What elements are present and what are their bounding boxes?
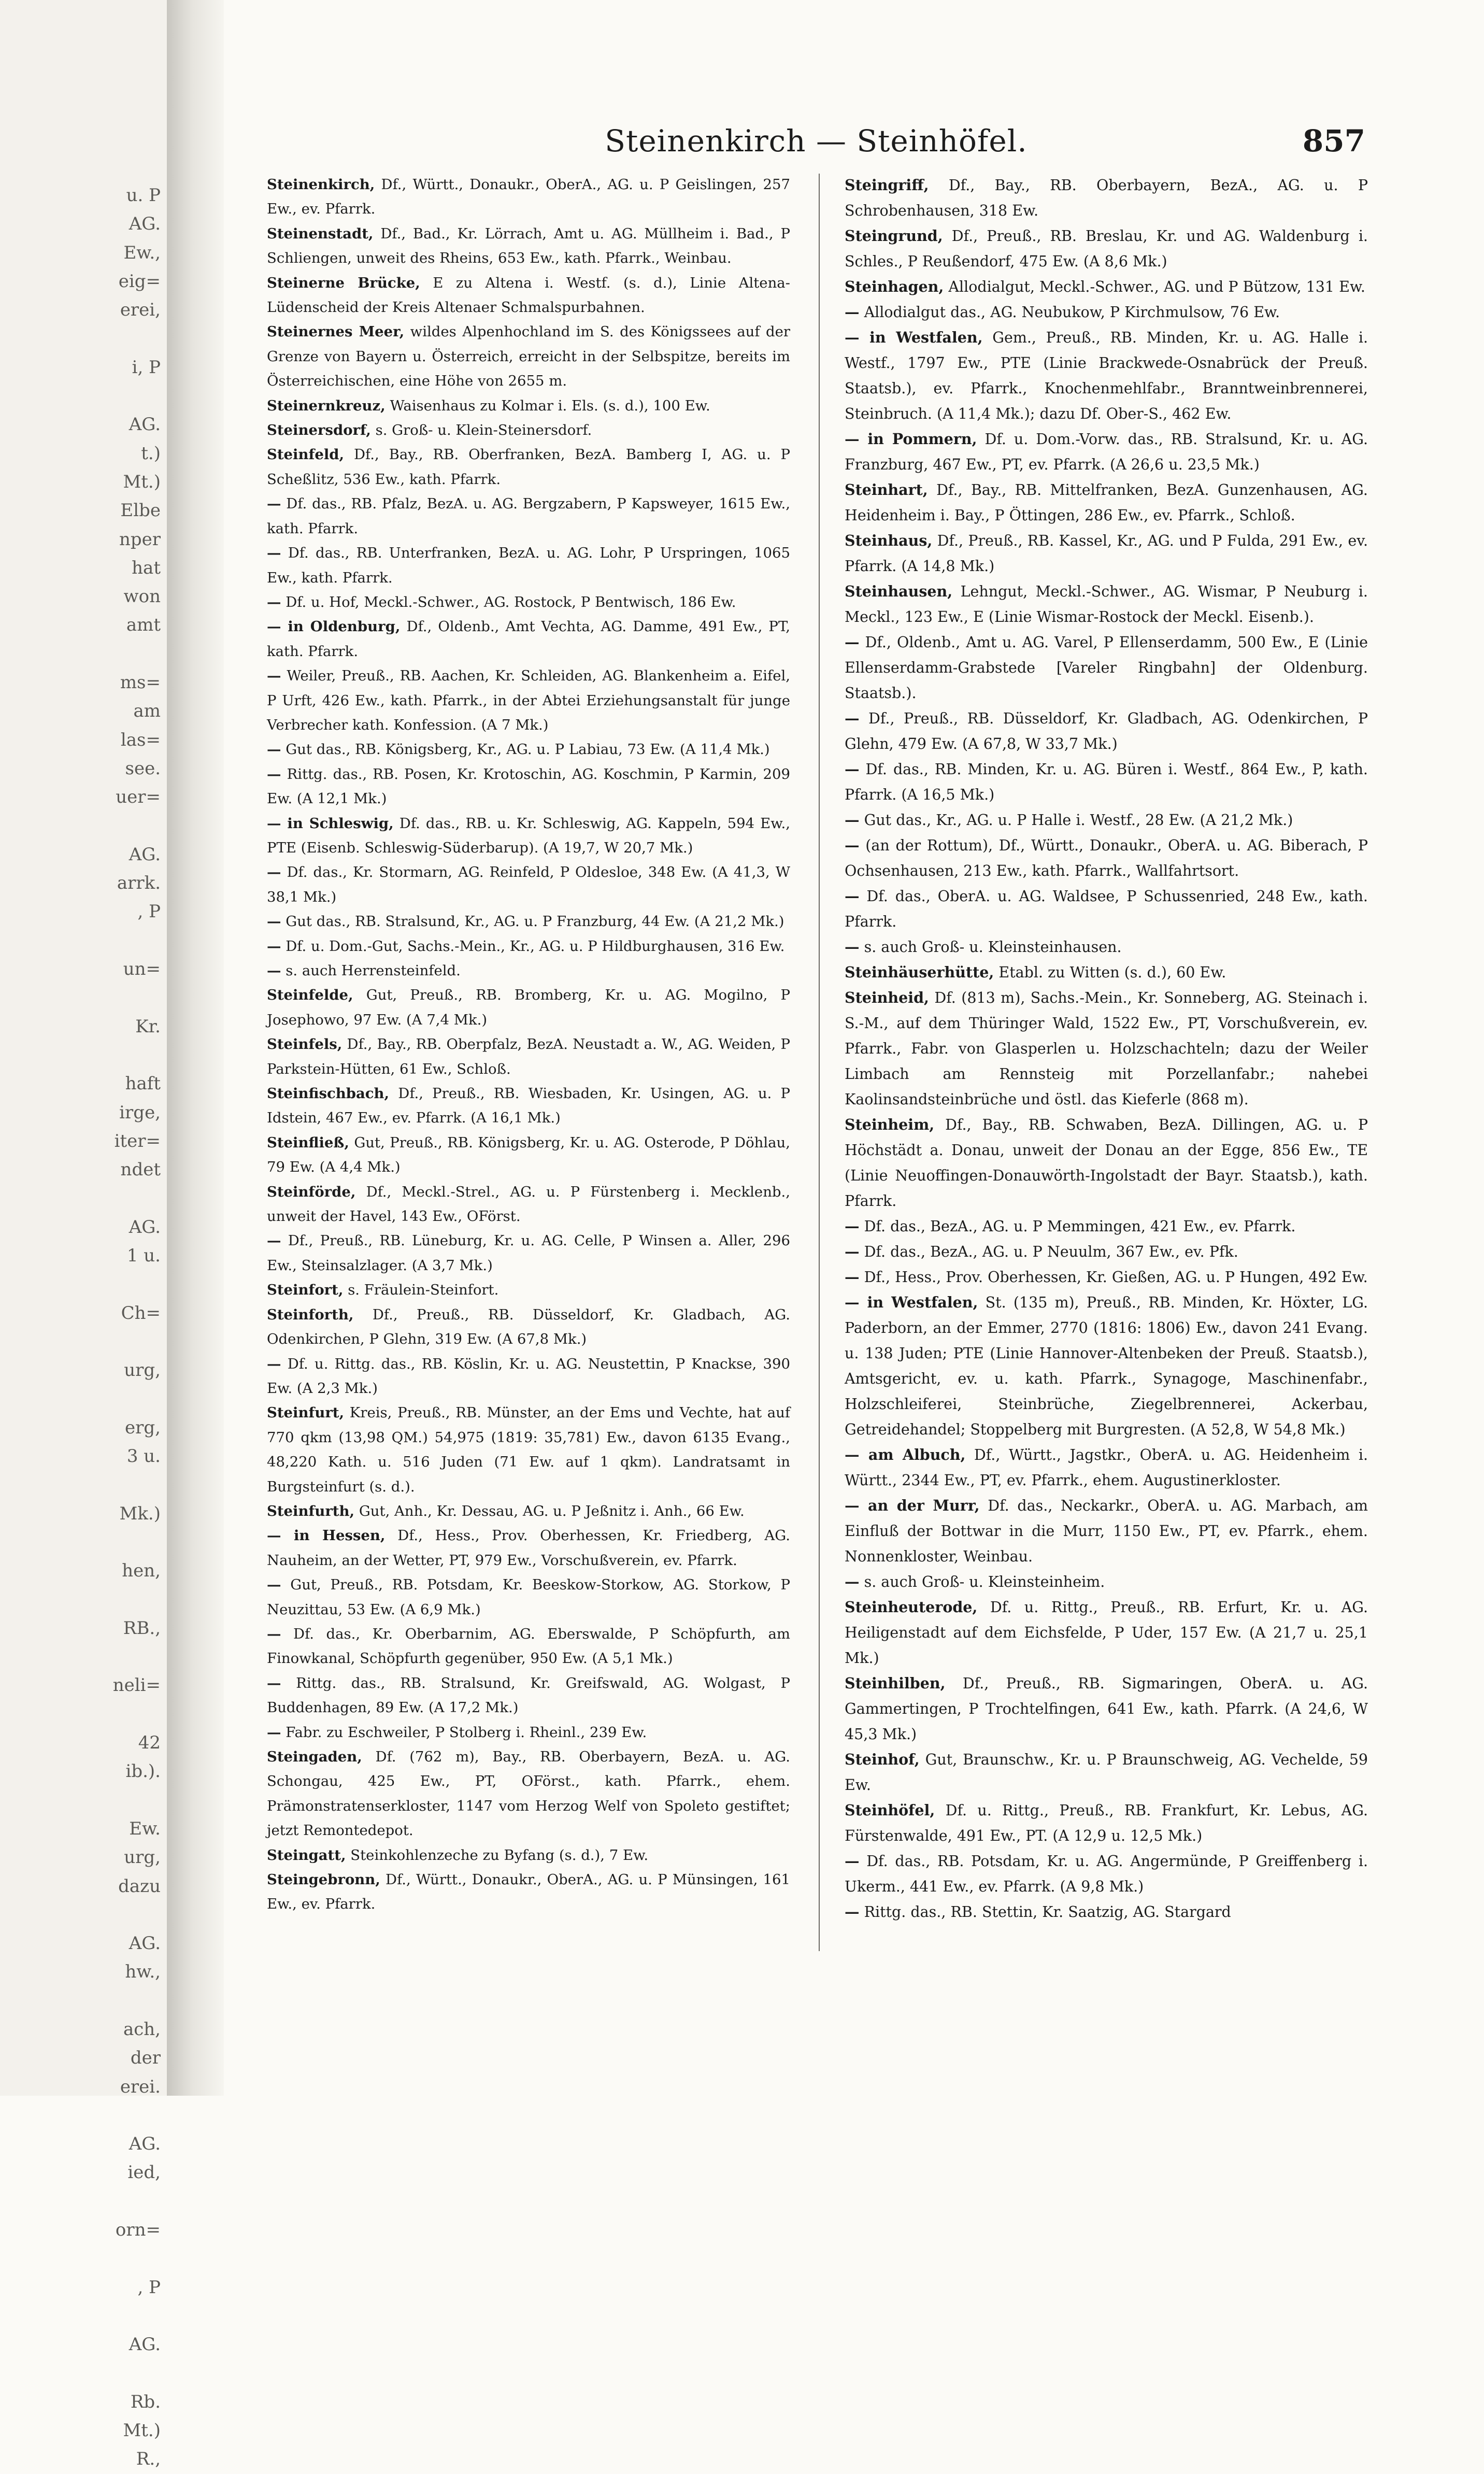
margin-fragment: hen, bbox=[122, 1560, 161, 1582]
margin-fragment: Elbe bbox=[120, 500, 161, 521]
dictionary-entry bbox=[267, 1032, 790, 1082]
margin-fragment: arrk. bbox=[117, 873, 161, 894]
entry-text: Df. das., BezA., AG. u. P Neuulm, 367 Ew., ev. Pfk. bbox=[864, 1243, 1238, 1260]
margin-fragment: , P bbox=[137, 2277, 161, 2298]
dictionary-entry bbox=[845, 1493, 1368, 1569]
dictionary-entry bbox=[845, 528, 1368, 579]
entry-headword: Steinersdorf, bbox=[267, 422, 371, 439]
entry-text: Df., Oldenb., Amt Vechta, AG. Damme, 491 Ew., PT, kath. Pfarrk. bbox=[267, 618, 790, 660]
margin-fragment: hat bbox=[132, 557, 161, 578]
dictionary-entry bbox=[267, 418, 790, 443]
entry-text: Gut, Preuß., RB. Königsberg, Kr. u. AG. Osterode, P Döhlau, 79 Ew. (A 4,4 Mk.) bbox=[267, 1134, 790, 1176]
entry-text: Kreis, Preuß., RB. Münster, an der Ems und Vechte, hat auf 770 qkm (13,98 QM.) 54,975 (1819: 35,781) Ew., davon 6135 Evang., 48,220 Kath. u. 516 Juden (71 Ew. auf 1 qkm). Landratsamt in Burgsteinfurt (s. d.). bbox=[267, 1404, 790, 1495]
margin-fragment: amt bbox=[126, 615, 161, 636]
margin-fragment bbox=[78, 1586, 161, 1614]
entry-headword: Steinfließ, bbox=[267, 1134, 349, 1151]
entry-text: Gut, Braunschw., Kr. u. P Braunschweig, AG. Vechelde, 59 Ew. bbox=[845, 1751, 1368, 1794]
margin-fragment bbox=[78, 1643, 161, 1671]
entry-headword: — bbox=[267, 741, 281, 758]
dictionary-entry bbox=[845, 1569, 1368, 1595]
entry-text: Df., Bay., RB. Oberfranken, BezA. Bamberg I, AG. u. P Scheßlitz, 536 Ew., kath. Pfarrk. bbox=[267, 446, 790, 488]
entry-headword: — an der Murr, bbox=[845, 1497, 980, 1514]
margin-fragment bbox=[78, 1385, 161, 1413]
entry-text: Weiler, Preuß., RB. Aachen, Kr. Schleiden, AG. Blankenheim a. Eifel, P Urft, 426 Ew., kath. Pfarrk., in der Abtei Erziehungsanstalt für junge Verbrecher kath. Konfession. (A 7 Mk.) bbox=[267, 667, 790, 733]
margin-fragment bbox=[78, 1270, 161, 1299]
running-title: Steinenkirch — Steinhöfel. bbox=[605, 123, 1028, 159]
entry-headword: Steinhaus, bbox=[845, 532, 933, 549]
entry-text: Df. das., RB. Unterfranken, BezA. u. AG. Lohr, P Urspringen, 1065 Ew., kath. Pfarrk. bbox=[267, 545, 790, 586]
entry-headword: Steinfeld, bbox=[267, 446, 345, 463]
entry-text: Df. das., OberA. u. AG. Waldsee, P Schussenried, 248 Ew., kath. Pfarrk. bbox=[845, 888, 1368, 930]
entry-headword: Steinfurt, bbox=[267, 1404, 345, 1421]
margin-fragment: won bbox=[123, 586, 161, 607]
margin-fragment: AG. bbox=[129, 1933, 161, 1954]
margin-fragment: nper bbox=[119, 529, 161, 550]
dictionary-entry bbox=[267, 1082, 790, 1131]
margin-fragment: ach, bbox=[123, 2019, 161, 2040]
entry-headword: — bbox=[267, 593, 281, 610]
entry-headword: — bbox=[267, 495, 281, 513]
margin-fragment bbox=[78, 2244, 161, 2273]
dictionary-entry bbox=[845, 1214, 1368, 1239]
entry-text: Df. das., RB. Minden, Kr. u. AG. Büren i. Westf., 864 Ew., P, kath. Pfarrk. (A 16,5 Mk.) bbox=[845, 761, 1368, 803]
margin-fragment bbox=[78, 2359, 161, 2388]
entry-text: Rittg. das., RB. Posen, Kr. Krotoschin, AG. Koschmin, P Karmin, 209 Ew. (A 12,1 Mk.) bbox=[267, 765, 790, 807]
dictionary-entry bbox=[267, 1573, 790, 1622]
entry-text: s. auch Herrensteinfeld. bbox=[286, 962, 461, 979]
entry-headword: — bbox=[845, 811, 860, 829]
dictionary-entry bbox=[845, 1290, 1368, 1442]
entry-headword: — bbox=[845, 709, 860, 727]
dictionary-entry bbox=[267, 271, 790, 320]
margin-fragment bbox=[78, 640, 161, 669]
entry-text: Rittg. das., RB. Stralsund, Kr. Greifswald, AG. Wolgast, P Buddenhagen, 89 Ew. (A 17,2 Mk.) bbox=[267, 1674, 790, 1716]
entry-text: Df., Oldenb., Amt u. AG. Varel, P Ellenserdamm, 500 Ew., E (Linie Ellenserdamm-Grabstede [Vareler Ringbahn] der Oldenburg. Staatsb.). bbox=[845, 634, 1368, 702]
margin-fragment: un= bbox=[123, 959, 161, 980]
dictionary-entry bbox=[845, 985, 1368, 1112]
dictionary-entry bbox=[845, 223, 1368, 274]
dictionary-entry bbox=[267, 443, 790, 492]
entry-headword: — bbox=[267, 1355, 281, 1372]
entry-text: Waisenhaus zu Kolmar i. Els. (s. d.), 100 Ew. bbox=[390, 397, 710, 414]
entry-text: Df. das., Kr. Stormarn, AG. Reinfeld, P Oldesloe, 348 Ew. (A 41,3, W 38,1 Mk.) bbox=[267, 864, 790, 905]
entry-text: Gut das., Kr., AG. u. P Halle i. Westf., 28 Ew. (A 21,2 Mk.) bbox=[864, 812, 1293, 829]
dictionary-entry bbox=[267, 1622, 790, 1671]
margin-fragment: u. P bbox=[126, 185, 161, 206]
entry-text: Df., Bay., RB. Oberpfalz, BezA. Neustadt a. W., AG. Weiden, P Parkstein-Hütten, 61 Ew., Schloß. bbox=[267, 1036, 790, 1077]
entry-headword: Steinheim, bbox=[845, 1116, 935, 1133]
entry-text: Df., Preuß., RB. Lüneburg, Kr. u. AG. Celle, P Winsen a. Aller, 296 Ew., Steinsalzlager. (A 3,7 Mk.) bbox=[267, 1232, 790, 1274]
entry-text: Df., Württ., Donaukr., OberA., AG. u. P Geislingen, 257 Ew., ev. Pfarrk. bbox=[267, 176, 790, 218]
dictionary-entry bbox=[267, 1671, 790, 1721]
entry-headword: — in Schleswig, bbox=[267, 815, 394, 832]
dictionary-entry bbox=[267, 320, 790, 393]
entry-text: Df., Bay., RB. Schwaben, BezA. Dillingen, AG. u. P Höchstädt a. Donau, unweit der Donau an der Egge, 856 Ew., TE (Linie Neuoffingen-Donauwörth-Ingolstadt der Bayr. Staatsb.), kath. Pfarrk. bbox=[845, 1116, 1368, 1210]
entry-headword: Steinhöfel, bbox=[845, 1801, 935, 1819]
book-gutter bbox=[167, 0, 224, 2096]
entry-text: Df., Preuß., RB. Kassel, Kr., AG. und P Fulda, 291 Ew., ev. Pfarrk. (A 14,8 Mk.) bbox=[845, 532, 1368, 575]
entry-headword: Steinhart, bbox=[845, 481, 928, 499]
margin-fragment: urg, bbox=[124, 1360, 161, 1381]
entry-text: Df., Bay., RB. Oberbayern, BezA., AG. u. P Schrobenhausen, 318 Ew. bbox=[845, 177, 1368, 219]
entry-text: Df. das., Neckarkr., OberA. u. AG. Marbach, am Einfluß der Bottwar in die Murr, 1150 Ew., PT, ev. Pfarrk., ehem. Nonnenkloster, Weinbau. bbox=[845, 1497, 1368, 1565]
entry-text: Df. (813 m), Sachs.-Mein., Kr. Sonneberg, AG. Steinach i. S.-M., auf dem Thüringer Wald, 1522 Ew., PT, Vorschußverein, ev. Pfarrk., Fabr. von Glasperlen u. Holzschachteln; dazu der Weiler Limbach am Rennsteig mit Porzellanfabr.; nahebei Kaolinsandsteinbrüche und östl. das Kieferle (868 m). bbox=[845, 989, 1368, 1108]
entry-headword: Steinfort, bbox=[267, 1282, 344, 1299]
entry-text: s. auch Groß- u. Kleinsteinheim. bbox=[864, 1573, 1105, 1590]
dictionary-entry bbox=[845, 173, 1368, 223]
entry-text: Gut, Preuß., RB. Bromberg, Kr. u. AG. Mogilno, P Josephowo, 97 Ew. (A 7,4 Mk.) bbox=[267, 987, 790, 1028]
page-number: 857 bbox=[1302, 123, 1365, 159]
dictionary-entry bbox=[267, 590, 790, 615]
margin-fragment bbox=[78, 1471, 161, 1499]
entry-headword: — bbox=[845, 1243, 860, 1260]
entry-headword: Steingrund, bbox=[845, 227, 943, 245]
entry-text: Allodialgut das., AG. Neubukow, P Kirchmulsow, 76 Ew. bbox=[864, 304, 1280, 321]
entry-headword: — in Oldenburg, bbox=[267, 618, 401, 635]
entry-text: E zu Altena i. Westf. (s. d.), Linie Altena-Lüdenscheid der Kreis Altenaer Schmalspurbahnen. bbox=[267, 274, 790, 316]
dictionary-entry bbox=[845, 1239, 1368, 1264]
margin-fragment: AG. bbox=[129, 214, 161, 235]
dictionary-entry bbox=[267, 934, 790, 959]
left-column bbox=[267, 173, 790, 1917]
dictionary-entry bbox=[267, 1745, 790, 1843]
entry-headword: — bbox=[267, 1576, 281, 1594]
dictionary-entry bbox=[267, 541, 790, 590]
dictionary-entry bbox=[845, 1798, 1368, 1849]
margin-fragment: iter= bbox=[114, 1130, 161, 1151]
entry-text: Gut das., RB. Königsberg, Kr., AG. u. P Labiau, 73 Ew. (A 11,4 Mk.) bbox=[286, 741, 770, 758]
entry-headword: — bbox=[267, 765, 281, 783]
margin-fragment: Mk.) bbox=[119, 1503, 161, 1524]
entry-headword: — am Albuch, bbox=[845, 1446, 966, 1463]
entry-headword: Steinhagen, bbox=[845, 278, 944, 295]
entry-text: Df., Württ., Jagstkr., OberA. u. AG. Heidenheim i. Württ., 2344 Ew., PT, ev. Pfarrk., ehem. Augustinerkloster. bbox=[845, 1446, 1368, 1489]
entry-text: Gut, Preuß., RB. Potsdam, Kr. Beeskow-Storkow, AG. Storkow, P Neuzittau, 53 Ew. (A 6,9 Mk.) bbox=[267, 1576, 790, 1618]
entry-text: Df. das., BezA., AG. u. P Memmingen, 421 Ew., ev. Pfarrk. bbox=[864, 1218, 1296, 1235]
margin-fragment: AG. bbox=[129, 844, 161, 865]
entry-text: Df., Preuß., RB. Düsseldorf, Kr. Gladbach, AG. Odenkirchen, P Glehn, 479 Ew. (A 67,8, W 33,7 Mk.) bbox=[845, 710, 1368, 752]
margin-fragment: urg, bbox=[124, 1847, 161, 1868]
entry-headword: — bbox=[267, 1625, 281, 1642]
dictionary-entry bbox=[845, 274, 1368, 300]
margin-fragment bbox=[78, 1901, 161, 1929]
dictionary-entry bbox=[845, 1849, 1368, 1899]
margin-fragment: AG. bbox=[129, 2334, 161, 2355]
margin-fragment: erei, bbox=[120, 300, 161, 321]
margin-fragment: uer= bbox=[116, 787, 161, 808]
entry-headword: Steinförde, bbox=[267, 1183, 356, 1200]
margin-fragment: Kr. bbox=[135, 1016, 161, 1037]
entry-text: Etabl. zu Witten (s. d.), 60 Ew. bbox=[998, 964, 1226, 981]
margin-fragment: am bbox=[133, 701, 161, 722]
dictionary-entry bbox=[267, 762, 790, 812]
entry-headword: — bbox=[267, 1724, 281, 1741]
margin-fragment: eig= bbox=[118, 271, 161, 292]
dictionary-entry bbox=[267, 860, 790, 909]
margin-fragment bbox=[78, 812, 161, 841]
margin-fragment: orn= bbox=[115, 2220, 161, 2241]
margin-fragment: RB., bbox=[123, 1617, 161, 1639]
entry-headword: — in Westfalen, bbox=[845, 1293, 978, 1311]
margin-fragment: AG. bbox=[129, 414, 161, 435]
entry-headword: — bbox=[845, 1217, 860, 1235]
entry-headword: Steinerne Brücke, bbox=[267, 274, 420, 291]
dictionary-entry bbox=[845, 960, 1368, 985]
dictionary-entry bbox=[267, 664, 790, 737]
entry-headword: — bbox=[845, 836, 860, 854]
entry-text: Df., Preuß., RB. Wiesbaden, Kr. Usingen, AG. u. P Idstein, 467 Ew., ev. Pfarrk. (A 16,1 Mk.) bbox=[267, 1085, 790, 1127]
dictionary-entry bbox=[267, 1499, 790, 1524]
dictionary-entry bbox=[845, 884, 1368, 934]
entry-text: Df., Württ., Donaukr., OberA., AG. u. P Münsingen, 161 Ew., ev. Pfarrk. bbox=[267, 1871, 790, 1913]
entry-text: Df. u. Hof, Meckl.-Schwer., AG. Rostock, P Bentwisch, 186 Ew. bbox=[286, 593, 736, 610]
entry-text: Df. das., Kr. Oberbarnim, AG. Eberswalde, P Schöpfurth, am Finowkanal, Schöpfurth gegenüber, 950 Ew. (A 5,1 Mk.) bbox=[267, 1625, 790, 1667]
dictionary-entry bbox=[845, 477, 1368, 528]
margin-fragment bbox=[78, 1786, 161, 1815]
dictionary-entry bbox=[845, 426, 1368, 477]
margin-fragment: erg, bbox=[125, 1417, 161, 1438]
dictionary-entry bbox=[845, 1112, 1368, 1214]
entry-text: Df., Hess., Prov. Oberhessen, Kr. Friedberg, AG. Nauheim, an der Wetter, PT, 979 Ew., Vorschußverein, ev. Pfarrk. bbox=[267, 1527, 790, 1569]
entry-text: (an der Rottum), Df., Württ., Donaukr., OberA. u. AG. Biberach, P Ochsenhausen, 213 Ew., kath. Pfarrk., Wallfahrtsort. bbox=[845, 837, 1368, 879]
entry-text: Df., Meckl.-Strel., AG. u. P Fürstenberg i. Mecklenb., unweit der Havel, 143 Ew., OFörst. bbox=[267, 1183, 790, 1225]
dictionary-entry bbox=[267, 173, 790, 222]
entry-text: Df., Preuß., RB. Sigmaringen, OberA. u. AG. Gammertingen, P Trochtelfingen, 641 Ew., kath. Pfarrk. (A 24,6, W 45,3 Mk.) bbox=[845, 1675, 1368, 1743]
entry-text: Df., Preuß., RB. Breslau, Kr. und AG. Waldenburg i. Schles., P Reußendorf, 475 Ew. (A 8,6 Mk.) bbox=[845, 228, 1368, 270]
entry-text: Steinkohlenzeche zu Byfang (s. d.), 7 Ew. bbox=[350, 1846, 649, 1864]
dictionary-entry bbox=[267, 737, 790, 762]
entry-text: Df. u. Dom.-Vorw. das., RB. Stralsund, Kr. u. AG. Franzburg, 467 Ew., PT, ev. Pfarrk. (A 26,6 u. 23,5 Mk.) bbox=[845, 431, 1368, 473]
entry-headword: — bbox=[267, 667, 281, 685]
dictionary-entry bbox=[267, 1843, 790, 1868]
margin-fragment bbox=[78, 2302, 161, 2330]
dictionary-entry bbox=[845, 1264, 1368, 1290]
entry-headword: — bbox=[267, 864, 281, 881]
entry-headword: — bbox=[267, 1674, 281, 1691]
entry-text: St. (135 m), Preuß., RB. Minden, Kr. Höxter, LG. Paderborn, an der Emmer, 2770 (1816: 1806) Ew., davon 241 Evang. u. 138 Juden; PTE (Linie Hannover-Altenbeken der Preuß. Staatsb.), Amtsgericht, ev. u. kath. Pfarrk., Synagoge, Maschinenfabr., Holzschleiferei, Steinbrüche, Ziegelbrennerei, Ackerbau, Getreidehandel; Stoppelberg mit Burgresten. (A 52,8, W 54,8 Mk.) bbox=[845, 1294, 1368, 1438]
entry-headword: Steinheuterode, bbox=[845, 1598, 978, 1616]
entry-headword: — bbox=[267, 545, 281, 562]
dictionary-entry bbox=[267, 1352, 790, 1401]
entry-text: Lehngut, Meckl.-Schwer., AG. Wismar, P Neuburg i. Meckl., 123 Ew., E (Linie Wismar-Rostock der Meckl. Eisenb.). bbox=[845, 583, 1368, 625]
dictionary-entry bbox=[845, 300, 1368, 325]
margin-fragment bbox=[78, 324, 161, 353]
margin-fragment bbox=[78, 927, 161, 955]
entry-text: Df. u. Rittg., Preuß., RB. Frankfurt, Kr. Lebus, AG. Fürstenwalde, 491 Ew., PT. (A 12,9 u. 12,5 Mk.) bbox=[845, 1802, 1368, 1844]
entry-text: wildes Alpenhochland im S. des Königssees auf der Grenze von Bayern u. Österreich, erreicht in der Selbspitze, bereits im Österreichischen, eine Höhe von 2655 m. bbox=[267, 323, 791, 390]
entry-headword: Steingaden, bbox=[267, 1748, 362, 1765]
entry-text: Df. (762 m), Bay., RB. Oberbayern, BezA. u. AG. Schongau, 425 Ew., PT, OFörst., kath. Pfarrk., ehem. Prämonstratenserkloster, 1147 vom Herzog Welf von Spoleto gestiftet; jetzt Remontedepot. bbox=[267, 1748, 790, 1839]
entry-headword: — bbox=[267, 1232, 281, 1249]
entry-text: s. auch Groß- u. Kleinsteinhausen. bbox=[864, 939, 1122, 956]
entry-text: Df. u. Rittg. das., RB. Köslin, Kr. u. AG. Neustettin, P Knackse, 390 Ew. (A 2,3 Mk.) bbox=[267, 1355, 790, 1397]
entry-headword: — bbox=[845, 1573, 860, 1590]
entry-headword: Steinfelde, bbox=[267, 987, 353, 1004]
entry-text: Gut das., RB. Stralsund, Kr., AG. u. P Franzburg, 44 Ew. (A 21,2 Mk.) bbox=[286, 913, 784, 930]
margin-fragment: neli= bbox=[112, 1675, 161, 1696]
entry-headword: — bbox=[845, 303, 860, 321]
margin-fragment bbox=[78, 984, 161, 1012]
entry-headword: Steinhausen, bbox=[845, 582, 953, 600]
margin-fragment: Rb. bbox=[130, 2391, 161, 2412]
margin-fragment: AG. bbox=[129, 2134, 161, 2155]
margin-fragment: 3 u. bbox=[126, 1446, 161, 1467]
entry-headword: — bbox=[845, 938, 860, 956]
margin-fragment: , P bbox=[137, 901, 161, 922]
margin-fragment: ndet bbox=[120, 1159, 161, 1181]
margin-fragment bbox=[78, 2101, 161, 2130]
dictionary-entry bbox=[267, 983, 790, 1032]
margin-fragment: haft bbox=[125, 1073, 161, 1094]
entry-headword: — in Pommern, bbox=[845, 430, 977, 448]
margin-fragment bbox=[78, 1041, 161, 1070]
dictionary-entry bbox=[845, 630, 1368, 706]
margin-fragment: ied, bbox=[127, 2162, 161, 2183]
entry-headword: — in Hessen, bbox=[267, 1527, 386, 1544]
entry-headword: Steinenstadt, bbox=[267, 225, 374, 242]
entry-headword: Steinenkirch, bbox=[267, 176, 375, 193]
entry-headword: — bbox=[267, 937, 281, 955]
entry-text: Df., Hess., Prov. Oberhessen, Kr. Gießen, AG. u. P Hungen, 492 Ew. bbox=[864, 1269, 1368, 1286]
entry-text: Rittg. das., RB. Stettin, Kr. Saatzig, AG. Stargard bbox=[864, 1903, 1231, 1921]
entry-text: Df., Preuß., RB. Düsseldorf, Kr. Gladbach, AG. Odenkirchen, P Glehn, 319 Ew. (A 67,8 Mk.) bbox=[267, 1306, 791, 1348]
margin-fragment bbox=[78, 1700, 161, 1729]
dictionary-entry bbox=[845, 807, 1368, 833]
dictionary-entry bbox=[267, 1524, 790, 1573]
margin-fragment bbox=[78, 382, 161, 410]
entry-headword: Steinfels, bbox=[267, 1036, 343, 1053]
margin-fragment bbox=[78, 1528, 161, 1557]
dictionary-entry bbox=[267, 959, 790, 983]
entry-text: s. Groß- u. Klein-Steinersdorf. bbox=[375, 422, 592, 439]
dictionary-entry bbox=[267, 222, 790, 271]
page-header bbox=[267, 123, 1365, 165]
dictionary-entry bbox=[845, 1442, 1368, 1493]
entry-headword: — bbox=[845, 633, 860, 651]
dictionary-entry bbox=[267, 492, 790, 541]
entry-text: Df. das., RB. Pfalz, BezA. u. AG. Bergzabern, P Kapsweyer, 1615 Ew., kath. Pfarrk. bbox=[267, 495, 790, 537]
margin-fragment bbox=[78, 1987, 161, 2015]
margin-fragment: erei. bbox=[120, 2076, 161, 2097]
entry-text: s. Fräulein-Steinfort. bbox=[348, 1282, 499, 1299]
entry-headword: Steinernkreuz, bbox=[267, 397, 386, 414]
dictionary-entry bbox=[267, 394, 790, 418]
entry-headword: Steinhäuserhütte, bbox=[845, 963, 994, 981]
entry-headword: — bbox=[845, 1903, 860, 1921]
margin-fragment: t.) bbox=[141, 443, 161, 464]
margin-fragment: Ew. bbox=[129, 1818, 161, 1839]
margin-fragment: see. bbox=[125, 758, 161, 779]
entry-headword: Steinhilben, bbox=[845, 1674, 946, 1692]
margin-fragment: R., bbox=[136, 2449, 161, 2470]
entry-text: Df. das., RB. Potsdam, Kr. u. AG. Angermünde, P Greiffenberg i. Ukerm., 441 Ew., ev. Pfarrk. (A 9,8 Mk.) bbox=[845, 1853, 1368, 1895]
margin-fragment: Ch= bbox=[121, 1302, 161, 1324]
entry-headword: Steingatt, bbox=[267, 1846, 346, 1864]
margin-fragment: Ew., bbox=[123, 242, 161, 263]
dictionary-entry bbox=[267, 1180, 790, 1229]
entry-headword: Steinforth, bbox=[267, 1306, 354, 1323]
margin-fragment: dazu bbox=[118, 1875, 161, 1897]
dictionary-entry bbox=[845, 1899, 1368, 1925]
entry-headword: Steinfischbach, bbox=[267, 1085, 390, 1102]
dictionary-entry bbox=[845, 325, 1368, 426]
dictionary-entry bbox=[845, 934, 1368, 960]
dictionary-entry bbox=[267, 1278, 790, 1302]
margin-fragment: der bbox=[130, 2048, 161, 2069]
dictionary-entry bbox=[267, 615, 790, 664]
dictionary-entry bbox=[267, 1131, 790, 1180]
dictionary-entry bbox=[267, 1229, 790, 1278]
entry-text: Df. das., RB. u. Kr. Schleswig, AG. Kappeln, 594 Ew., PTE (Eisenb. Schleswig-Süderbarup). (A 19,7, W 20,7 Mk.) bbox=[267, 815, 790, 856]
dictionary-entry bbox=[845, 579, 1368, 630]
entry-headword: — bbox=[845, 887, 860, 905]
dictionary-entry bbox=[267, 1868, 790, 1917]
margin-fragment: Mt.) bbox=[123, 471, 161, 492]
margin-fragment bbox=[78, 1328, 161, 1356]
entry-headword: Steingebronn, bbox=[267, 1871, 380, 1888]
margin-fragment: i, P bbox=[132, 357, 161, 378]
entry-headword: — in Westfalen, bbox=[845, 329, 983, 346]
margin-fragment: Mt.) bbox=[123, 2420, 161, 2441]
entry-headword: Steinhof, bbox=[845, 1751, 920, 1768]
right-column bbox=[845, 173, 1368, 1925]
margin-fragment: hw., bbox=[125, 1961, 161, 1983]
dictionary-entry bbox=[845, 757, 1368, 807]
dictionary-entry bbox=[845, 833, 1368, 884]
dictionary-entry bbox=[267, 1303, 790, 1352]
entry-text: Df. u. Rittg., Preuß., RB. Erfurt, Kr. u. AG. Heiligenstadt auf dem Eichsfelde, P Uder, 157 Ew. (A 21,7 u. 25,1 Mk.) bbox=[845, 1599, 1368, 1667]
entry-headword: Steinfurth, bbox=[267, 1502, 355, 1519]
dictionary-entry bbox=[267, 1401, 790, 1499]
dictionary-entry bbox=[267, 812, 790, 861]
entry-text: Allodialgut, Meckl.-Schwer., AG. und P Bützow, 131 Ew. bbox=[948, 278, 1365, 295]
margin-fragment: ms= bbox=[120, 672, 161, 693]
dictionary-entry bbox=[267, 1721, 790, 1745]
margin-fragment bbox=[78, 2187, 161, 2216]
entry-text: Gut, Anh., Kr. Dessau, AG. u. P Jeßnitz i. Anh., 66 Ew. bbox=[359, 1502, 745, 1519]
margin-fragment: irge, bbox=[119, 1102, 161, 1123]
entry-text: Gem., Preuß., RB. Minden, Kr. u. AG. Halle i. Westf., 1797 Ew., PTE (Linie Brackwede-Osnabrück der Preuß. Staatsb.), ev. Pfarrk., Knochenmehlfabr., Branntweinbrennerei, Steinbruch. (A 11,4 Mk.); dazu Df. Ober-S., 462 Ew. bbox=[845, 329, 1368, 422]
entry-text: Df. u. Dom.-Gut, Sachs.-Mein., Kr., AG. u. P Hildburghausen, 316 Ew. bbox=[286, 937, 785, 955]
entry-text: Fabr. zu Eschweiler, P Stolberg i. Rheinl., 239 Ew. bbox=[286, 1724, 647, 1741]
margin-fragment: ib.). bbox=[125, 1761, 161, 1782]
margin-fragment: AG. bbox=[129, 1216, 161, 1238]
entry-headword: Steingriff, bbox=[845, 176, 929, 194]
entry-headword: — bbox=[845, 760, 860, 778]
margin-fragment: 1 u. bbox=[126, 1245, 161, 1266]
entry-headword: — bbox=[845, 1268, 860, 1286]
margin-fragment bbox=[78, 1184, 161, 1213]
dictionary-entry bbox=[845, 1747, 1368, 1798]
dictionary-entry bbox=[845, 1671, 1368, 1747]
left-margin-fragments bbox=[78, 181, 161, 2474]
entry-headword: — bbox=[267, 962, 281, 979]
entry-headword: — bbox=[845, 1852, 860, 1870]
margin-fragment: 42 bbox=[138, 1732, 161, 1754]
entry-headword: — bbox=[267, 913, 281, 930]
dictionary-entry bbox=[845, 706, 1368, 757]
dictionary-entry bbox=[845, 1595, 1368, 1671]
entry-text: Df., Bay., RB. Mittelfranken, BezA. Gunzenhausen, AG. Heidenheim i. Bay., P Öttingen, 286 Ew., ev. Pfarrk., Schloß. bbox=[845, 481, 1368, 524]
entry-headword: Steinernes Meer, bbox=[267, 323, 405, 340]
entry-text: Df., Bad., Kr. Lörrach, Amt u. AG. Müllheim i. Bad., P Schliengen, unweit des Rheins, 653 Ew., kath. Pfarrk., Weinbau. bbox=[267, 225, 790, 267]
margin-fragment: las= bbox=[120, 729, 161, 750]
dictionary-entry bbox=[267, 909, 790, 934]
column-divider bbox=[819, 174, 820, 1951]
entry-headword: Steinheid, bbox=[845, 989, 929, 1006]
